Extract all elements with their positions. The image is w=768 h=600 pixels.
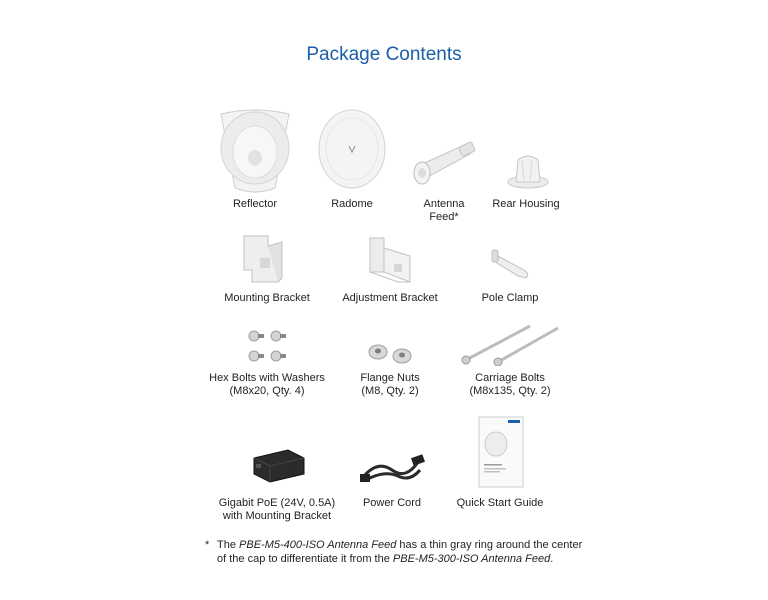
flange-nuts-label: Flange Nuts (M8, Qty. 2) (360, 372, 420, 397)
radome-image (316, 108, 388, 190)
quick-start-guide-label: Quick Start Guide (456, 497, 544, 509)
flange-nuts-image (366, 340, 414, 366)
radome-label: Radome (331, 198, 373, 210)
antenna-feed-label: Antenna Feed* (423, 198, 465, 223)
power-cord-image (358, 450, 428, 486)
mounting-bracket-image (238, 232, 286, 286)
hex-bolts-image (244, 328, 288, 366)
reflector-image (215, 108, 295, 198)
hex-bolts-label: Hex Bolts with Washers (M8x20, Qty. 4) (209, 372, 325, 397)
pole-clamp-label: Pole Clamp (481, 292, 539, 304)
adjustment-bracket-label: Adjustment Bracket (342, 292, 438, 304)
pole-clamp-image (488, 244, 536, 284)
footnote-text: The PBE-M5-400-ISO Antenna Feed has a thin gray ring around the center of the cap to differentiate it from the PBE-M5-300-ISO Antenna Feed. (217, 539, 583, 565)
reflector-label: Reflector (232, 198, 278, 210)
rear-housing-image (506, 150, 550, 190)
page-title: Package Contents (306, 44, 462, 65)
adjustment-bracket-image (364, 232, 418, 286)
power-cord-label: Power Cord (362, 497, 422, 509)
quick-start-guide-image (478, 416, 524, 488)
footnote-asterisk: * (205, 539, 210, 551)
carriage-bolts-image (458, 322, 562, 366)
carriage-bolts-label: Carriage Bolts (M8x135, Qty. 2) (469, 372, 551, 397)
antenna-feed-image (410, 136, 480, 188)
rear-housing-label: Rear Housing (492, 198, 560, 210)
mounting-bracket-label: Mounting Bracket (224, 292, 310, 304)
poe-label: Gigabit PoE (24V, 0.5A) with Mounting Bracket (218, 497, 336, 522)
poe-adapter-image (248, 444, 308, 484)
